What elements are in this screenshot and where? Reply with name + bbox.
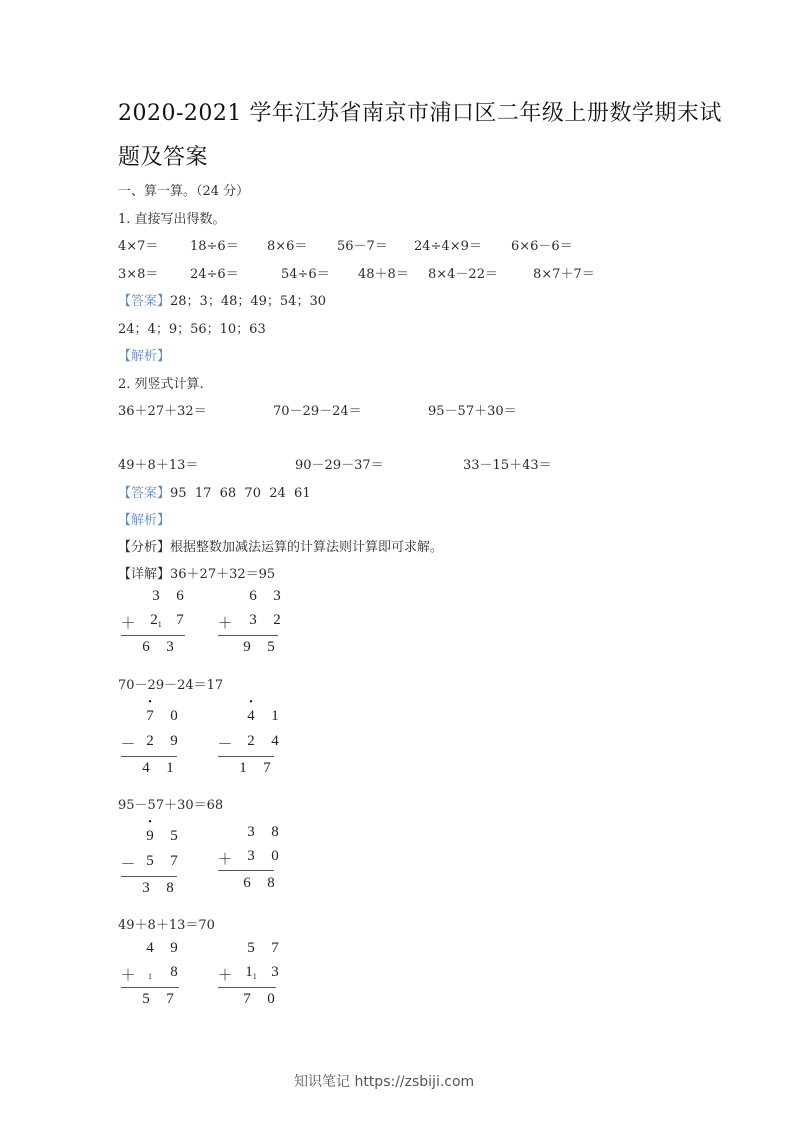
detail-equation: 70－29－24＝17 [118, 678, 224, 693]
q1-problem: 24÷4×9＝ [414, 239, 482, 254]
digit: 7 [263, 760, 271, 776]
q1-problem: 8×7＋7＝ [533, 267, 595, 282]
result-line [218, 635, 278, 636]
answer-text: 95 17 68 70 24 61 [170, 486, 311, 501]
digit: 5 [247, 940, 255, 956]
q1-problem: 54÷6＝ [281, 267, 330, 282]
digit: 8 [267, 875, 275, 891]
vertical-calc [118, 940, 188, 1018]
operator: ＋ [120, 968, 136, 984]
digit: 4 [142, 760, 150, 776]
q1-problem: 8×6＝ [267, 239, 308, 254]
result-line [218, 870, 274, 871]
digit: 9 [146, 828, 154, 844]
q1-answer-line2: 24；4；9；56；10；63 [118, 322, 266, 337]
operator: ＋ [217, 616, 233, 632]
vertical-calc [118, 818, 188, 902]
operator: ＋ [217, 852, 233, 868]
digit: 4 [271, 733, 279, 749]
document-title-line2: 题及答案 [118, 145, 209, 170]
digit: 5 [146, 853, 154, 869]
detail-equation: 49＋8＋13＝70 [118, 918, 215, 933]
digit: 3 [271, 964, 279, 980]
digit: 4 [146, 940, 154, 956]
q1-analysis-tag: 【解析】 [118, 349, 171, 364]
digit: 3 [152, 588, 160, 604]
q2-analysis-tag: 【解析】 [118, 513, 171, 528]
section-heading: 一、算一算。（24 分） [118, 184, 250, 199]
digit: 5 [267, 639, 275, 655]
answer-tag: 【答案】 [118, 294, 171, 309]
q1-problem: 24÷6＝ [190, 267, 239, 282]
q2-xiangjie [118, 563, 275, 582]
xiangjie-tag: 【详解】 [118, 567, 171, 582]
q2-problem: 49＋8＋13＝ [118, 458, 199, 473]
digit: 3 [273, 588, 281, 604]
q1-problem: 18÷6＝ [190, 239, 239, 254]
q2-problem: 33－15＋43＝ [463, 458, 552, 473]
borrow-dot: • [148, 817, 152, 828]
result-line [218, 756, 274, 757]
q2-problem: 36＋27＋32＝ [118, 404, 207, 419]
fenxi-tag: 【分析】 [118, 540, 171, 555]
digit: 3 [142, 880, 150, 896]
question-2-label: 2. 列竖式计算. [118, 377, 204, 392]
digit: 6 [249, 588, 257, 604]
footer-watermark: 知识笔记 https://zsbiji.com [294, 1074, 475, 1090]
vertical-calc [118, 588, 188, 660]
digit: 4 [247, 708, 255, 724]
carry-mark: 1 [252, 972, 257, 981]
vertical-calc [215, 818, 285, 902]
digit: 6 [176, 588, 184, 604]
digit: 1 [245, 964, 253, 980]
digit: 1 [271, 708, 279, 724]
operator: ＋ [120, 616, 136, 632]
q2-problem: 70－29－24＝ [273, 404, 362, 419]
digit: 5 [170, 828, 178, 844]
carry-mark: 1 [148, 972, 152, 981]
digit: 2 [273, 612, 281, 628]
vertical-calc [215, 940, 285, 1018]
digit: 9 [170, 940, 178, 956]
operator: － [217, 737, 233, 753]
digit: 7 [170, 853, 178, 869]
q1-problem: 8×4－22＝ [428, 267, 498, 282]
digit: 6 [142, 639, 150, 655]
document-title-line1: 2020-2021 学年江苏省南京市浦口区二年级上册数学期末试 [118, 101, 722, 126]
result-line [121, 987, 179, 988]
digit: 5 [142, 991, 150, 1007]
borrow-dot: • [249, 697, 253, 708]
q1-answer [118, 290, 326, 309]
operator: － [120, 737, 136, 753]
digit: 7 [146, 708, 154, 724]
digit: 1 [166, 760, 174, 776]
result-line [121, 756, 177, 757]
digit: 8 [166, 880, 174, 896]
q2-problem: 90－29－37＝ [295, 458, 384, 473]
q1-problem: 4×7＝ [118, 239, 159, 254]
digit: 0 [170, 708, 178, 724]
digit: 7 [271, 940, 279, 956]
digit: 3 [166, 639, 174, 655]
vertical-calc [215, 698, 285, 782]
question-1-label: 1. 直接写出得数。 [118, 212, 226, 227]
digit: 7 [166, 991, 174, 1007]
detail-equation: 95－57＋30＝68 [118, 798, 224, 813]
q2-answer [118, 482, 311, 501]
q1-problem: 56－7＝ [337, 239, 388, 254]
digit: 7 [176, 612, 184, 628]
result-line [218, 987, 276, 988]
digit: 8 [271, 824, 279, 840]
q1-problem: 3×8＝ [118, 267, 159, 282]
carry-mark: 1 [157, 620, 162, 629]
digit: 0 [271, 848, 279, 864]
digit: 1 [239, 760, 247, 776]
digit: 9 [243, 639, 251, 655]
detail-equation: 36＋27＋32＝95 [170, 567, 276, 582]
vertical-calc [215, 588, 285, 660]
digit: 2 [247, 733, 255, 749]
digit: 3 [249, 612, 257, 628]
answer-tag: 【答案】 [118, 486, 171, 501]
result-line [121, 635, 185, 636]
operator: － [120, 857, 136, 873]
answer-text: 28；3；48；49；54；30 [170, 294, 326, 309]
vertical-calc [118, 698, 188, 782]
operator: ＋ [217, 968, 233, 984]
digit: 0 [267, 991, 275, 1007]
digit: 9 [170, 733, 178, 749]
digit: 3 [247, 824, 255, 840]
digit: 6 [243, 875, 251, 891]
digit: 3 [247, 848, 255, 864]
digit: 8 [170, 964, 178, 980]
digit: 2 [146, 733, 154, 749]
digit: 7 [243, 991, 251, 1007]
fenxi-text: 根据整数加减法运算的计算法则计算即可求解。 [170, 540, 444, 555]
borrow-dot: • [148, 697, 152, 708]
q2-problem: 95－57＋30＝ [428, 404, 517, 419]
digit: 2 [150, 612, 158, 628]
result-line [121, 876, 177, 877]
q2-fenxi [118, 536, 443, 555]
q1-problem: 48＋8＝ [358, 267, 409, 282]
q1-problem: 6×6－6＝ [511, 239, 573, 254]
